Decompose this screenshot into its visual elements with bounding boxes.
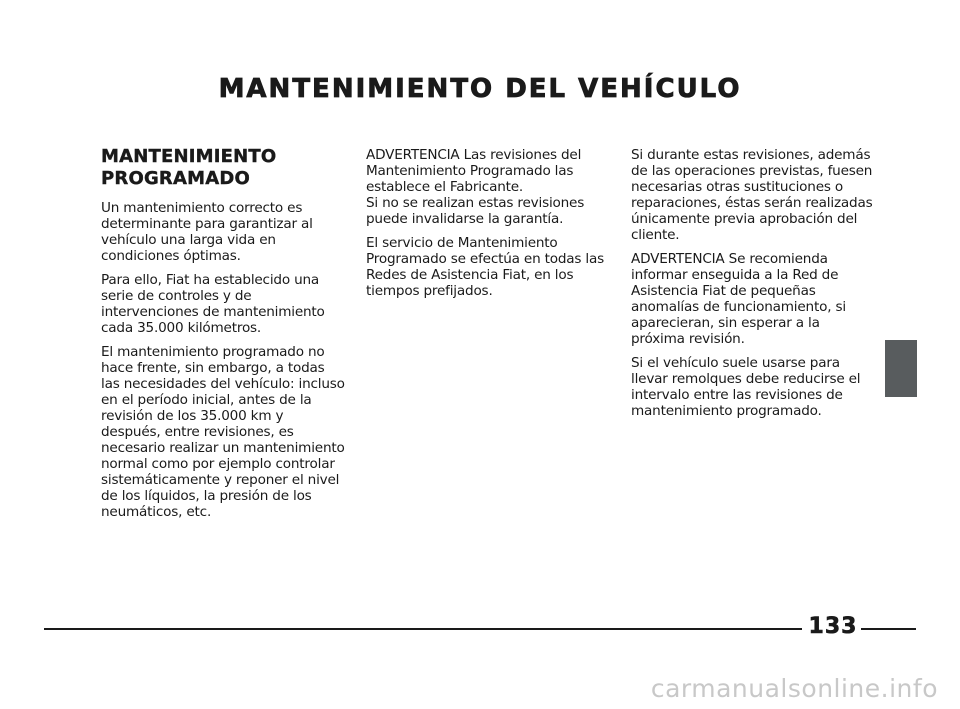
- column-left: [101, 146, 345, 528]
- paragraph-service-network: El servicio de Mantenimiento Programado se efectúa en todas las Redes de Asistencia Fiat, en los tiempos prefijados.: [366, 235, 605, 299]
- paragraph-warning-anomalies: ADVERTENCIA Se recomienda informar enseguida a la Red de Asistencia Fiat de pequeñas anomalías de funcionamiento, si aparecieran, sin esperar a la próxima revisión.: [631, 251, 846, 347]
- paragraph-additional-operations: Si durante estas revisiones, además de las operaciones previstas, fuesen necesarias otras sustituciones o reparaciones, éstas serán realizadas únicamente previa aprobación del cliente.: [631, 147, 873, 243]
- section-heading-line-2: PROGRAMADO: [101, 168, 251, 189]
- column-middle: [366, 147, 610, 307]
- watermark: carmanualsonline.info: [650, 674, 938, 703]
- section-tab-marker: [885, 340, 917, 397]
- section-heading-line-1: MANTENIMIENTO: [101, 146, 277, 167]
- footer-rule-left: [44, 628, 802, 630]
- page-number: 133: [808, 614, 858, 639]
- paragraph-trailers: Si el vehículo suele usarse para llevar remolques debe reducirse el intervalo entre las revisiones de mantenimiento programado.: [631, 355, 861, 419]
- page-title: MANTENIMIENTO DEL VEHÍCULO: [218, 74, 742, 104]
- footer-rule-right: [861, 628, 916, 630]
- paragraph-intro: Un mantenimiento correcto es determinante para garantizar al vehículo una larga vida en condiciones óptimas.: [101, 200, 313, 264]
- paragraph-fiat-controls: Para ello, Fiat ha establecido una serie de controles y de intervenciones de mantenimiento cada 35.000 kilómetros.: [101, 272, 325, 336]
- paragraph-warranty: Si no se realizan estas revisiones puede invalidarse la garantía.: [366, 195, 585, 227]
- column-right: [631, 147, 875, 427]
- section-heading: [101, 146, 345, 190]
- paragraph-warning-revisions: ADVERTENCIA Las revisiones del Mantenimiento Programado las establece el Fabricante.: [366, 147, 582, 195]
- paragraph-normal-maintenance: El mantenimiento programado no hace frente, sin embargo, a todas las necesidades del vehículo: incluso en el período inicial, antes de la revisión de los 35.000 km y después, entre revisiones, es necesario realizar un mantenimiento normal como por ejemplo controlar sistemáticamente y reponer el nivel de los líquidos, la presión de los neumáticos, etc.: [101, 344, 345, 520]
